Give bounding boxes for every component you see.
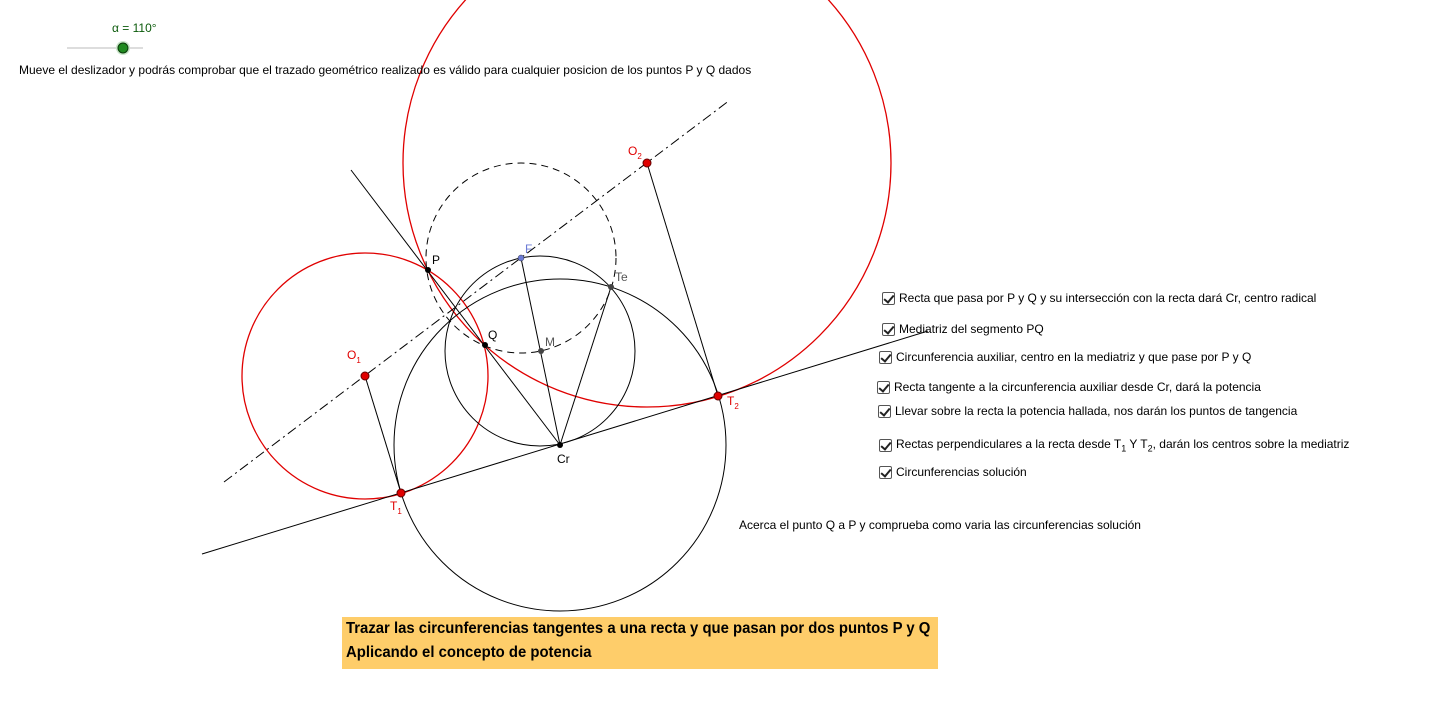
checkbox-icon[interactable] xyxy=(878,405,891,418)
checkbox-icon[interactable] xyxy=(877,381,890,394)
label-p: P xyxy=(432,253,441,267)
point-o2[interactable] xyxy=(643,159,651,167)
slider-label: α = 110° xyxy=(112,21,157,35)
note-text: Acerca el punto Q a P y comprueba como varia las circunferencias solución xyxy=(739,518,1141,532)
checkbox-solution-circles[interactable] xyxy=(879,465,1027,479)
solution-circle-o2[interactable] xyxy=(403,0,891,407)
checkbox-label: Rectas perpendiculares a la recta desde $T_1$ Y $T_2$, darán los centros sobre la mediatriz xyxy=(896,437,1350,454)
point-t2[interactable] xyxy=(714,392,722,400)
checkbox-tangent[interactable] xyxy=(877,380,1261,394)
checkbox-label: Recta que pasa por P y Q y su intersección con la recta dará Cr, centro radical xyxy=(899,291,1317,305)
label-o1: $O_1$ xyxy=(347,348,361,365)
checkbox-icon[interactable] xyxy=(879,439,892,452)
instruction-text: Mueve el deslizador y podrás comprobar que el trazado geométrico realizado es válido para cualquier posicion de los puntos P y Q dados xyxy=(19,63,752,77)
label-m: M xyxy=(545,335,555,349)
title-line-2: Aplicando el concepto de potencia xyxy=(346,644,592,661)
checkbox-auxiliary-circle[interactable] xyxy=(879,350,1251,364)
label-cr: Cr xyxy=(557,452,570,466)
checkbox-label: Circunferencias solución xyxy=(896,465,1027,479)
title-line-1: Trazar las circunferencias tangentes a una recta y que pasan por dos puntos P y Q xyxy=(346,620,931,637)
label-f: F xyxy=(525,242,533,256)
point-m[interactable] xyxy=(538,348,544,354)
label-t2: $T_2$ xyxy=(727,394,739,411)
perpendicular-bisector[interactable] xyxy=(224,100,730,482)
point-p[interactable] xyxy=(425,267,431,273)
checkbox-bisector[interactable] xyxy=(882,322,1044,336)
point-te[interactable] xyxy=(608,284,614,290)
line-pq[interactable] xyxy=(351,170,560,445)
checkbox-icon[interactable] xyxy=(879,351,892,364)
checkbox-power-points[interactable] xyxy=(878,404,1297,418)
checkbox-label: Llevar sobre la recta la potencia hallada, nos darán los puntos de tangencia xyxy=(895,404,1298,418)
checkbox-line-pq[interactable] xyxy=(882,291,1316,305)
point-q[interactable] xyxy=(482,342,488,348)
slider-knob[interactable] xyxy=(118,43,128,53)
radius-o1-t1 xyxy=(365,376,401,493)
point-o1[interactable] xyxy=(361,372,369,380)
point-t1[interactable] xyxy=(397,489,405,497)
radius-o2-t2 xyxy=(647,163,718,396)
checkbox-icon[interactable] xyxy=(882,292,895,305)
point-cr[interactable] xyxy=(557,442,563,448)
label-t1: $T_1$ xyxy=(390,499,402,516)
checkbox-label: Mediatriz del segmento PQ xyxy=(899,322,1044,336)
checkbox-label: Circunferencia auxiliar, centro en la mediatriz y que pase por P y Q xyxy=(896,350,1252,364)
checkbox-label: Recta tangente a la circunferencia auxiliar desde Cr, dará la potencia xyxy=(894,380,1261,394)
title-box xyxy=(342,617,938,669)
label-te: Te xyxy=(615,270,628,284)
label-o2: $O_2$ xyxy=(628,144,642,161)
checkbox-icon[interactable] xyxy=(879,466,892,479)
checkbox-icon[interactable] xyxy=(882,323,895,336)
label-q: Q xyxy=(488,328,498,342)
checkbox-perpendiculars[interactable] xyxy=(879,437,1349,453)
point-f[interactable] xyxy=(518,255,524,261)
